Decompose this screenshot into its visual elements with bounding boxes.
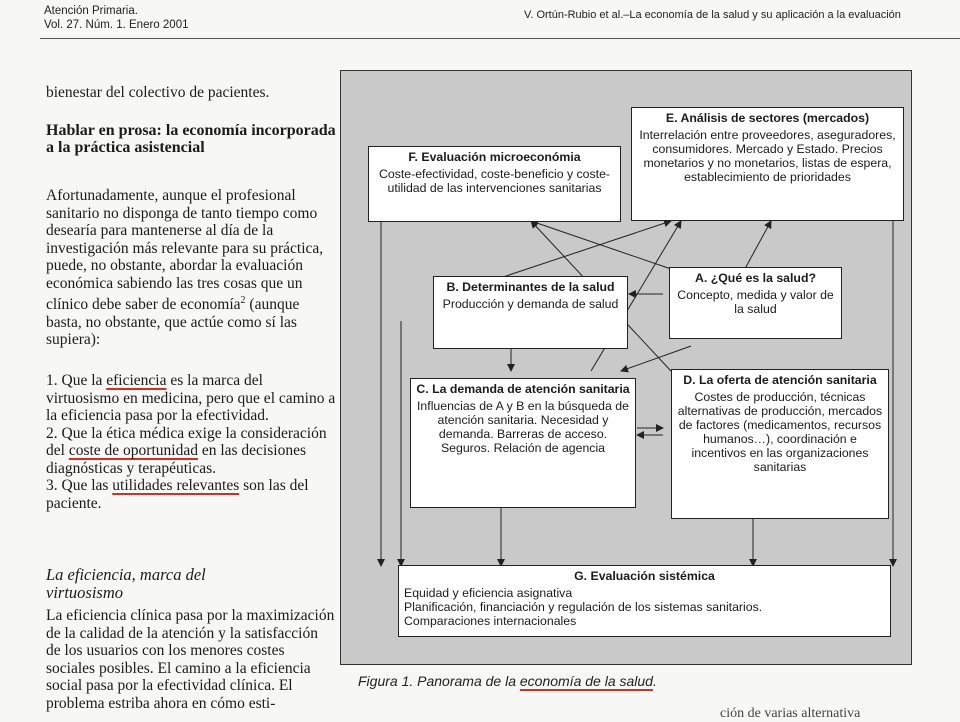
underlined-term: economía de la salud <box>519 673 653 689</box>
numbered-list <box>46 372 336 512</box>
body-paragraph: La eficiencia clínica pasa por la maximización de la calidad de la atención y la satisfacción de los usuarios con los menores costes sociales posibles. El camino a la eficiencia social pasa por la efectividad clínica. El problema estriba ahora en cómo esti- <box>46 607 335 712</box>
box-b-health-determinants: B. Determinantes de la salud Producción y demanda de salud <box>433 276 628 349</box>
header-rule <box>40 38 960 39</box>
box-c-healthcare-demand: C. La demanda de atención sanitaria Influencias de A y B en la búsqueda de atención sanitaria. Necesidad y demanda. Barreras de acceso. Seguros. Relación de agencia <box>410 378 636 508</box>
arrow-a-to-c <box>621 346 691 371</box>
figure-panorama <box>340 70 912 665</box>
intro-paragraph: Afortunadamente, aunque el profesional sanitario no disponga de tanto tiempo como desearía para mantenerse al día de la investigación más relevante para su práctica, puede, no obstante, abordar la evaluación económica sabiendo las tres cosas que un clínico debe saber de economía$^2$ (aunque basta, no obstante, que actúe como sí las supiera): <box>46 187 324 349</box>
box-g-systemic-evaluation: G. Evaluación sistémica Equidad y eficiencia asignativa Planificación, financiación y regulación de los sistemas sanitarios. Comparaciones internacionales <box>398 565 891 637</box>
bottom-text-fragment: ción de varias alternativa <box>720 706 861 721</box>
section-title: Hablar en prosa: la economía incorporada a la práctica asistencial <box>46 122 336 156</box>
arrow-b-to-e <box>491 221 671 281</box>
footnote-ref: 2 <box>240 295 246 306</box>
underlined-term: eficiencia <box>106 372 167 389</box>
box-e-sector-analysis: E. Análisis de sectores (mercados) Interrelación entre proveedores, aseguradores, consumidores. Mercado y Estado. Precios monetarios y no monetarios, listas de espera, establecimiento de prioridades <box>631 107 904 221</box>
list-item: 2. Que la ética médica exige la consideración del coste de oportunidad en las decisiones diagnósticas y terapéuticas. <box>46 424 327 477</box>
journal-issue: Vol. 27. Núm. 1. Enero 2001 <box>44 19 189 31</box>
journal-name: Atención Primaria. <box>44 5 138 17</box>
running-title: V. Ortún-Rubio et al.–La economía de la salud y su aplicación a la evaluación <box>524 9 901 21</box>
figure-caption: Figura 1. Panorama de la economía de la salud. <box>358 673 657 689</box>
box-d-healthcare-supply: D. La oferta de atención sanitaria Costes de producción, técnicas alternativas de producción, mercados de factores (medicamentos, recursos humanos…), coordinación e incentivos en las organizaciones sanitarias <box>671 369 889 519</box>
box-f-microeconomic-evaluation: F. Evaluación microeconómia Coste-efectividad, coste-beneficio y coste-utilidad de las intervenciones sanitarias <box>368 146 621 222</box>
list-item: 1. Que la eficiencia es la marca del virtuosismo en medicina, pero que el camino a la eficiencia pasa por la efectividad. <box>46 372 336 424</box>
top-line: bienestar del colectivo de pacientes. <box>46 84 270 101</box>
list-item: 3. Que las utilidades relevantes son las del paciente. <box>46 477 309 512</box>
box-a-what-is-health: A. ¿Qué es la salud? Concepto, medida y valor de la salud <box>669 267 842 339</box>
journal-header <box>44 4 188 32</box>
subsection-title: La eficiencia, marca del virtuosismo <box>46 565 206 602</box>
underlined-term: coste de oportunidad <box>68 442 198 459</box>
underlined-term: utilidades relevantes <box>112 477 240 494</box>
